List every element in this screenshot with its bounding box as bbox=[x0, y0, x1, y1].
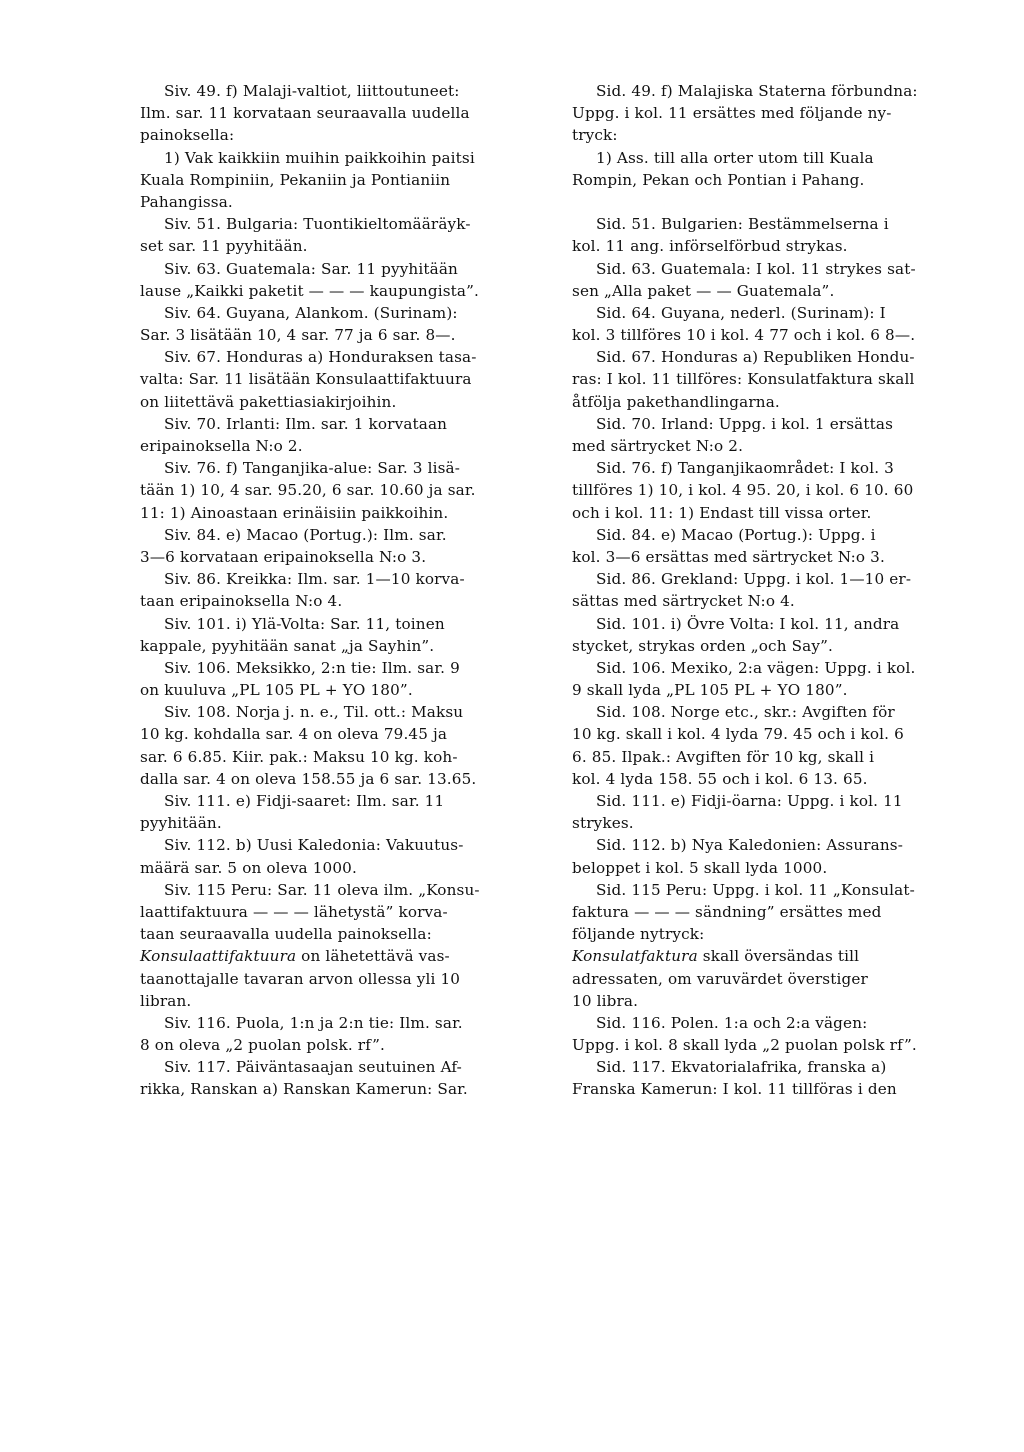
left-line: 11: 1) Ainoastaan erinäisiin paikkoihin. bbox=[140, 503, 449, 522]
left-line: taan seuraavalla uudella painoksella: bbox=[140, 925, 432, 944]
italic-term: Konsulatfaktura bbox=[572, 947, 698, 966]
left-line: Siv. 63. Guatemala: Sar. 11 pyyhitään bbox=[164, 259, 458, 278]
left-line: lause „Kaikki paketit — — — kaupungista”. bbox=[140, 281, 480, 300]
left-line: 8 on oleva „2 puolan polsk. rf”. bbox=[140, 1036, 385, 1055]
left-line: Siv. 112. b) Uusi Kaledonia: Vakuutus- bbox=[164, 836, 464, 855]
right-line: Sid. 112. b) Nya Kaledonien: Assurans- bbox=[596, 836, 904, 855]
left-line: pyyhitään. bbox=[140, 814, 222, 833]
right-line: tillföres 1) 10, i kol. 4 95. 20, i kol. 6 10. 60 bbox=[572, 481, 914, 500]
right-line: Sid. 63. Guatemala: I kol. 11 strykes sat- bbox=[596, 259, 916, 278]
right-line: Konsulatfaktura skall översändas till bbox=[572, 947, 860, 966]
right-line: strykes. bbox=[572, 814, 634, 833]
right-line: med särtrycket N:o 2. bbox=[572, 437, 744, 455]
left-line: Siv. 108. Norja j. n. e., Til. ott.: Maksu bbox=[164, 703, 464, 722]
left-line: Kuala Rompiniin, Pekaniin ja Pontianiin bbox=[140, 170, 451, 189]
right-line: Sid. 115 Peru: Uppg. i kol. 11 „Konsulat- bbox=[596, 880, 915, 899]
right-line: Sid. 117. Ekvatorialafrika, franska a) bbox=[596, 1058, 887, 1077]
left-line: Ilm. sar. 11 korvataan seuraavalla uudella bbox=[140, 104, 470, 123]
left-line: Siv. 116. Puola, 1:n ja 2:n tie: Ilm. sar. bbox=[164, 1013, 463, 1032]
right-line: Sid. 101. i) Övre Volta: I kol. 11, andra bbox=[596, 614, 900, 633]
right-line: och i kol. 11: 1) Endast till vissa orter. bbox=[572, 503, 872, 522]
left-line: Siv. 115 Peru: Sar. 11 oleva ilm. „Konsu- bbox=[164, 880, 480, 899]
right-line: Sid. 84. e) Macao (Portug.): Uppg. i bbox=[596, 525, 876, 544]
left-line: Pahangissa. bbox=[140, 192, 233, 211]
left-line: Siv. 49. f) Malaji-valtiot, liittoutuneet: bbox=[164, 82, 460, 100]
right-column-swedish bbox=[572, 80, 982, 1101]
left-line: Sar. 3 lisätään 10, 4 sar. 77 ja 6 sar. 8—. bbox=[140, 326, 456, 345]
right-line: sen „Alla paket — — Guatemala”. bbox=[572, 281, 835, 300]
left-line: set sar. 11 pyyhitään. bbox=[140, 237, 308, 256]
left-line: taanottajalle tavaran arvon ollessa yli 10 bbox=[140, 969, 461, 988]
right-line: adressaten, om varuvärdet överstiger bbox=[572, 969, 868, 988]
right-line: Sid. 116. Polen. 1:a och 2:a vägen: bbox=[596, 1013, 868, 1032]
left-line: on kuuluva „PL 105 PL + YO 180”. bbox=[140, 681, 413, 700]
left-line: taan eripainoksella N:o 4. bbox=[140, 592, 343, 611]
left-line: dalla sar. 4 on oleva 158.55 ja 6 sar. 13.65. bbox=[140, 769, 477, 788]
left-line: määrä sar. 5 on oleva 1000. bbox=[140, 858, 357, 877]
left-line: valta: Sar. 11 lisätään Konsulaattifaktuura bbox=[140, 370, 472, 389]
left-line: libran. bbox=[140, 991, 192, 1010]
right-line: Sid. 51. Bulgarien: Bestämmelserna i bbox=[596, 215, 889, 234]
italic-term: Konsulaattifaktuura bbox=[140, 947, 297, 966]
left-line: Siv. 76. f) Tanganjika-alue: Sar. 3 lisä- bbox=[164, 459, 461, 478]
right-line: sättas med särtrycket N:o 4. bbox=[572, 592, 795, 611]
left-line: Siv. 70. Irlanti: Ilm. sar. 1 korvataan bbox=[164, 414, 448, 433]
right-line: Rompin, Pekan och Pontian i Pahang. bbox=[572, 170, 865, 189]
right-line: kol. 11 ang. införselförbud strykas. bbox=[572, 237, 848, 256]
right-line: Sid. 64. Guyana, nederl. (Surinam): I bbox=[596, 303, 886, 322]
right-line: Sid. 108. Norge etc., skr.: Avgiften för bbox=[596, 703, 895, 722]
right-line: Uppg. i kol. 8 skall lyda „2 puolan polsk rf”. bbox=[572, 1036, 917, 1055]
left-line: tään 1) 10, 4 sar. 95.20, 6 sar. 10.60 ja sar. bbox=[140, 481, 476, 500]
right-line: Franska Kamerun: I kol. 11 tillföras i den bbox=[572, 1080, 897, 1099]
left-line: 1) Vak kaikkiin muihin paikkoihin paitsi bbox=[164, 148, 475, 167]
left-line: kappale, pyyhitään sanat „ja Sayhin”. bbox=[140, 636, 435, 655]
left-column-finnish bbox=[140, 80, 550, 1101]
left-line: Siv. 84. e) Macao (Portug.): Ilm. sar. bbox=[164, 525, 447, 544]
left-line: 3—6 korvataan eripainoksella N:o 3. bbox=[140, 547, 427, 566]
right-line: Sid. 70. Irland: Uppg. i kol. 1 ersättas bbox=[596, 414, 894, 433]
right-line: följande nytryck: bbox=[572, 925, 705, 944]
right-line bbox=[572, 191, 982, 213]
left-line: painoksella: bbox=[140, 126, 235, 145]
right-line: Sid. 111. e) Fidji-öarna: Uppg. i kol. 11 bbox=[596, 792, 903, 810]
right-line: faktura — — — sändning” ersättes med bbox=[572, 902, 882, 921]
right-line: 10 kg. skall i kol. 4 lyda 79. 45 och i kol. 6 bbox=[572, 725, 904, 744]
right-line: Sid. 49. f) Malajiska Staterna förbundna: bbox=[596, 82, 918, 100]
right-line: tryck: bbox=[572, 126, 618, 145]
right-line: åtfölja pakethandlingarna. bbox=[572, 392, 780, 411]
right-line: ras: I kol. 11 tillföres: Konsulatfaktura skall bbox=[572, 370, 915, 389]
left-line: Siv. 117. Päiväntasaajan seutuinen Af- bbox=[164, 1058, 462, 1077]
right-line: 6. 85. Ilpak.: Avgiften för 10 kg, skall i bbox=[572, 747, 875, 766]
right-line: 9 skall lyda „PL 105 PL + YO 180”. bbox=[572, 681, 848, 700]
right-line: Sid. 86. Grekland: Uppg. i kol. 1—10 er- bbox=[596, 570, 912, 589]
right-line: kol. 4 lyda 158. 55 och i kol. 6 13. 65. bbox=[572, 769, 868, 788]
left-line: laattifaktuura — — — lähetystä” korva- bbox=[140, 902, 448, 921]
left-line: 10 kg. kohdalla sar. 4 on oleva 79.45 ja bbox=[140, 725, 448, 744]
right-line: kol. 3 tillföres 10 i kol. 4 77 och i kol. 6 8—. bbox=[572, 326, 916, 345]
left-line: Siv. 86. Kreikka: Ilm. sar. 1—10 korva- bbox=[164, 570, 465, 589]
left-line: Siv. 111. e) Fidji-saaret: Ilm. sar. 11 bbox=[164, 792, 445, 810]
right-line: Sid. 67. Honduras a) Republiken Hondu- bbox=[596, 348, 915, 367]
right-line: Sid. 106. Mexiko, 2:a vägen: Uppg. i kol. bbox=[596, 658, 916, 677]
right-line: beloppet i kol. 5 skall lyda 1000. bbox=[572, 858, 828, 877]
left-line: Siv. 51. Bulgaria: Tuontikieltomääräyk- bbox=[164, 215, 471, 234]
left-line: on liitettävä pakettiasiakirjoihin. bbox=[140, 392, 397, 411]
left-line: Siv. 106. Meksikko, 2:n tie: Ilm. sar. 9 bbox=[164, 658, 460, 677]
right-line: 10 libra. bbox=[572, 991, 639, 1010]
left-line: Siv. 101. i) Ylä-Volta: Sar. 11, toinen bbox=[164, 614, 445, 633]
left-line: eripainoksella N:o 2. bbox=[140, 437, 303, 455]
right-line: kol. 3—6 ersättas med särtrycket N:o 3. bbox=[572, 547, 885, 566]
left-line: rikka, Ranskan a) Ranskan Kamerun: Sar. bbox=[140, 1080, 468, 1099]
left-line: sar. 6 6.85. Kiir. pak.: Maksu 10 kg. koh- bbox=[140, 747, 458, 766]
right-line: 1) Ass. till alla orter utom till Kuala bbox=[596, 148, 874, 167]
right-line: stycket, strykas orden „och Say”. bbox=[572, 636, 833, 655]
right-line: Uppg. i kol. 11 ersättes med följande ny- bbox=[572, 104, 892, 123]
right-line: Sid. 76. f) Tanganjikaområdet: I kol. 3 bbox=[596, 459, 894, 478]
left-line: Siv. 64. Guyana, Alankom. (Surinam): bbox=[164, 303, 458, 322]
left-line: Konsulaattifaktuura on lähetettävä vas- bbox=[140, 947, 450, 966]
left-line: Siv. 67. Honduras a) Honduraksen tasa- bbox=[164, 348, 477, 367]
